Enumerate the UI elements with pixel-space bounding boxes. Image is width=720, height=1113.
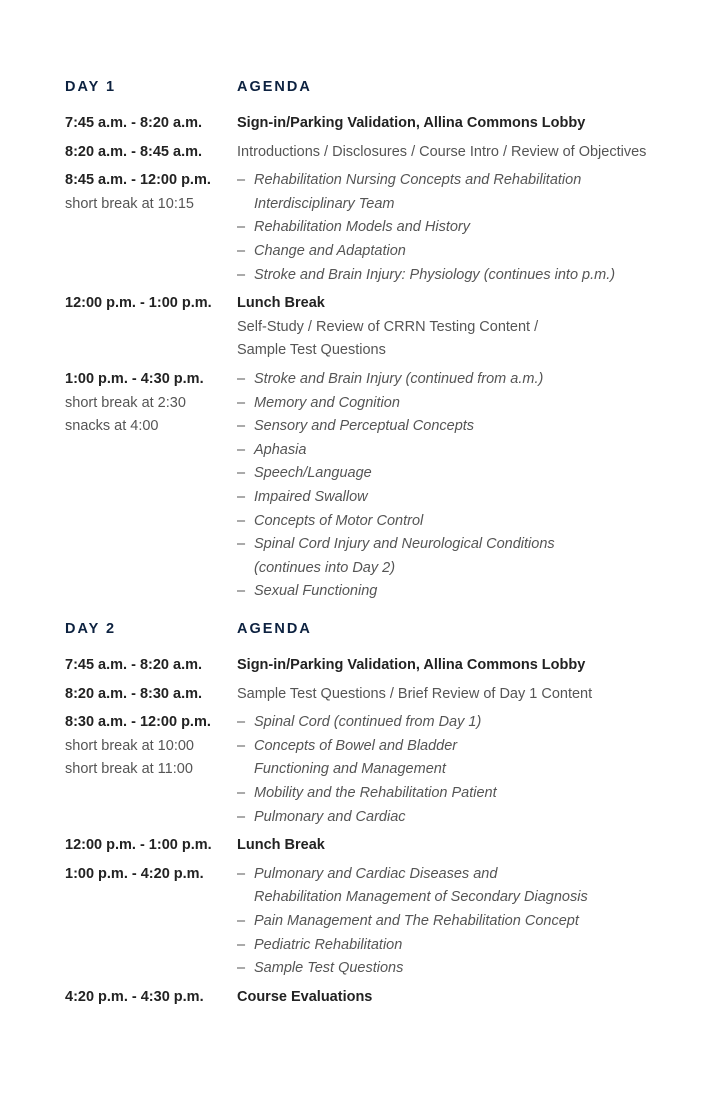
session-column — [237, 292, 705, 363]
session-column — [237, 368, 705, 604]
topic-text: Pediatric Rehabilitation — [254, 936, 403, 953]
session-column — [237, 654, 705, 678]
schedule-row — [65, 141, 705, 165]
bullet-dash: – — [237, 172, 246, 189]
time-slot: 12:00 p.m. - 1:00 p.m. — [65, 295, 212, 312]
session-title: Course Evaluations — [237, 988, 373, 1005]
schedule-row — [65, 654, 705, 678]
session-text: Introductions / Disclosures / Course Intro / Review of Objectives — [237, 143, 647, 160]
schedule-row — [65, 169, 705, 287]
schedule-row — [65, 834, 705, 858]
time-slot: 8:30 a.m. - 12:00 p.m. — [65, 714, 211, 731]
topic-text: Interdisciplinary Team — [254, 195, 395, 212]
time-slot: 8:20 a.m. - 8:30 a.m. — [65, 685, 203, 702]
topic-text: Mobility and the Rehabilitation Patient — [254, 784, 497, 801]
session-column — [237, 169, 705, 287]
bullet-dash — [237, 193, 254, 217]
topic-line — [237, 392, 705, 416]
topic-line — [237, 169, 705, 193]
session-column — [237, 863, 705, 981]
bullet-dash — [237, 758, 254, 782]
topic-line — [237, 368, 705, 392]
topic-text: (continues into Day 2) — [254, 559, 396, 576]
schedule-row — [65, 986, 705, 1010]
topic-line — [237, 886, 705, 910]
topic-text: Stroke and Brain Injury: Physiology (continues into p.m.) — [254, 266, 616, 283]
topic-line — [237, 510, 705, 534]
break-note: short break at 11:00 — [65, 761, 193, 778]
bullet-dash: – — [237, 912, 246, 929]
bullet-dash: – — [237, 512, 246, 529]
topic-line — [237, 758, 705, 782]
topic-text: Rehabilitation Models and History — [254, 219, 470, 236]
topic-line — [237, 934, 705, 958]
topic-text: Aphasia — [254, 441, 307, 458]
time-slot: 1:00 p.m. - 4:30 p.m. — [65, 370, 204, 387]
time-column — [65, 683, 237, 707]
bullet-dash: – — [237, 714, 246, 731]
time-column — [65, 292, 237, 363]
break-note: short break at 10:15 — [65, 195, 194, 212]
schedule-row — [65, 683, 705, 707]
bullet-dash: – — [237, 488, 246, 505]
bullet-dash: – — [237, 441, 246, 458]
schedule-row — [65, 711, 705, 829]
session-text: Sample Test Questions — [237, 342, 386, 359]
session-column — [237, 112, 705, 136]
time-column — [65, 986, 237, 1010]
session-column — [237, 834, 705, 858]
topic-line — [237, 240, 705, 264]
topic-line — [237, 486, 705, 510]
bullet-dash: – — [237, 394, 246, 411]
schedule-row — [65, 112, 705, 136]
time-column — [65, 711, 237, 829]
topic-text: Rehabilitation Management of Secondary Diagnosis — [254, 889, 588, 906]
topic-text: Pain Management and The Rehabilitation Concept — [254, 912, 579, 929]
topic-line — [237, 557, 705, 581]
session-title: Lunch Break — [237, 837, 325, 854]
time-column — [65, 141, 237, 165]
time-slot: 7:45 a.m. - 8:20 a.m. — [65, 115, 203, 131]
topic-line — [237, 264, 705, 288]
day1-label: DAY 1 — [65, 79, 117, 95]
bullet-dash: – — [237, 784, 246, 801]
topic-line — [237, 735, 705, 759]
time-slot: 7:45 a.m. - 8:20 a.m. — [65, 657, 203, 673]
topic-line — [237, 863, 705, 887]
schedule-row — [65, 368, 705, 604]
session-text: Sample Test Questions / Brief Review of Day 1 Content — [237, 685, 593, 702]
bullet-dash — [237, 557, 254, 581]
bullet-dash: – — [237, 266, 246, 283]
topic-line — [237, 910, 705, 934]
break-note: snacks at 4:00 — [65, 418, 159, 435]
topic-line — [237, 711, 705, 735]
time-slot: 8:45 a.m. - 12:00 p.m. — [65, 172, 211, 189]
schedule-row — [65, 292, 705, 363]
topic-line — [237, 415, 705, 439]
bullet-dash: – — [237, 219, 246, 236]
time-slot: 12:00 p.m. - 1:00 p.m. — [65, 837, 212, 854]
bullet-dash: – — [237, 960, 246, 977]
topic-text: Spinal Cord Injury and Neurological Conditions — [254, 536, 555, 553]
time-column — [65, 863, 237, 981]
session-column — [237, 683, 705, 707]
topic-line — [237, 193, 705, 217]
topic-text: Stroke and Brain Injury (continued from a.m.) — [254, 370, 544, 387]
topic-text: Sensory and Perceptual Concepts — [254, 418, 475, 435]
bullet-dash: – — [237, 583, 246, 600]
session-title: Sign-in/Parking Validation, Allina Commons Lobby — [237, 115, 586, 131]
topic-text: Concepts of Bowel and Bladder — [254, 737, 458, 754]
topic-line — [237, 533, 705, 557]
topic-text: Pulmonary and Cardiac — [254, 808, 406, 825]
topic-text: Spinal Cord (continued from Day 1) — [254, 714, 482, 731]
day2-header — [65, 621, 665, 641]
time-column — [65, 112, 237, 136]
day2-schedule — [65, 654, 705, 1014]
topic-text: Change and Adaptation — [254, 242, 406, 259]
bullet-dash: – — [237, 536, 246, 553]
topic-text: Functioning and Management — [254, 761, 446, 778]
day1-agenda-label: AGENDA — [237, 79, 312, 95]
bullet-dash: – — [237, 370, 246, 387]
break-note: short break at 2:30 — [65, 394, 186, 411]
topic-text: Sexual Functioning — [254, 583, 378, 600]
topic-line — [237, 439, 705, 463]
bullet-dash: – — [237, 465, 246, 482]
topic-line — [237, 782, 705, 806]
topic-text: Impaired Swallow — [254, 488, 368, 505]
bullet-dash: – — [237, 418, 246, 435]
bullet-dash: – — [237, 737, 246, 754]
session-column — [237, 711, 705, 829]
day2-agenda-label: AGENDA — [237, 621, 312, 637]
time-column — [65, 834, 237, 858]
bullet-dash — [237, 886, 254, 910]
topic-line — [237, 957, 705, 981]
session-title: Sign-in/Parking Validation, Allina Commons Lobby — [237, 657, 586, 673]
bullet-dash: – — [237, 808, 246, 825]
day2-label: DAY 2 — [65, 621, 117, 637]
time-slot: 1:00 p.m. - 4:20 p.m. — [65, 865, 204, 882]
break-note: short break at 10:00 — [65, 737, 194, 754]
time-column — [65, 169, 237, 287]
topic-line — [237, 806, 705, 830]
session-title: Lunch Break — [237, 295, 325, 312]
bullet-dash: – — [237, 865, 246, 882]
topic-line — [237, 462, 705, 486]
day1-header — [65, 79, 665, 99]
bullet-dash: – — [237, 242, 246, 259]
topic-text: Memory and Cognition — [254, 394, 400, 411]
topic-line — [237, 216, 705, 240]
topic-text: Concepts of Motor Control — [254, 512, 424, 529]
time-column — [65, 368, 237, 604]
time-slot: 8:20 a.m. - 8:45 a.m. — [65, 143, 203, 160]
session-column — [237, 986, 705, 1010]
session-column — [237, 141, 705, 165]
session-text: Self-Study / Review of CRRN Testing Content / — [237, 318, 539, 335]
topic-text: Rehabilitation Nursing Concepts and Rehabilitation — [254, 172, 582, 189]
time-slot: 4:20 p.m. - 4:30 p.m. — [65, 988, 204, 1005]
topic-text: Sample Test Questions — [254, 960, 404, 977]
topic-text: Pulmonary and Cardiac Diseases and — [254, 865, 498, 882]
schedule-row — [65, 863, 705, 981]
topic-text: Speech/Language — [254, 465, 372, 482]
topic-line — [237, 580, 705, 604]
bullet-dash: – — [237, 936, 246, 953]
day1-schedule — [65, 112, 705, 609]
time-column — [65, 654, 237, 678]
